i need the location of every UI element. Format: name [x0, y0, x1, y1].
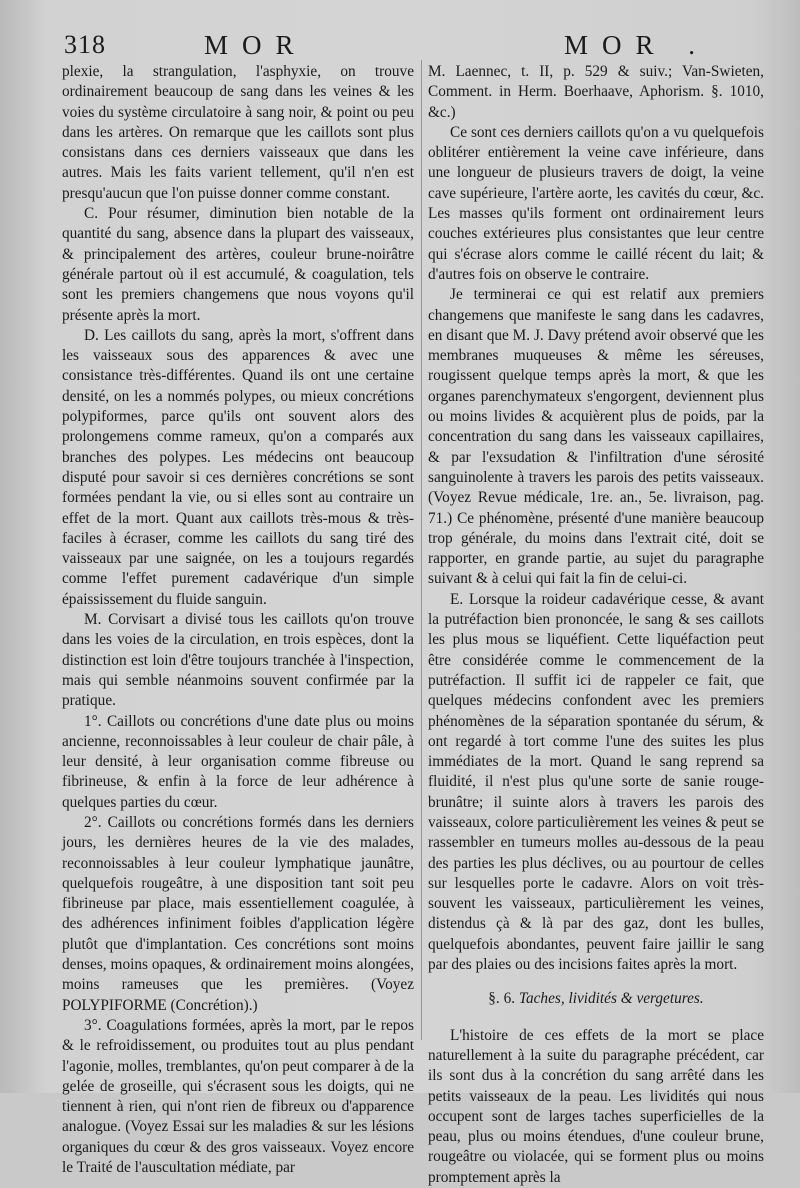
section-number: §. 6. — [488, 990, 516, 1008]
paragraph: Je terminerai ce qui est relatif aux premiers changemens que manifeste le sang dans les cadavres, en disant que M. J. Davy prétend avoir observé que les membranes muqueuses & même les séreuses, rougissent quelque temps après la mort, & que les organes parenchymateux s'engorgent, deviennent plus ou moins livides & acquièrent plus de poids, par la concentration du sang dans les vaisseaux capillaires, & par l'exsudation & l'infiltration d'une sérosité sanguinolente à travers les parois des petits vaisseaux. (Voyez Revue médicale, 1re. an., 5e. livraison, pag. 71.) Ce phénomène, présenté d'une manière beaucoup trop générale, du moins dans l'extrait cité, doit se rapporter, en grande partie, au sujet du paragraphe suivant & à celui qui fait la fin de celui-ci. — [428, 286, 764, 588]
section-heading — [428, 989, 764, 1009]
running-header — [64, 26, 760, 62]
paragraph: M. Laennec, t. II, p. 529 & suiv.; Van-Swieten, Comment. in Herm. Boerhaave, Aphorism. §. 1010, &c.) — [428, 63, 764, 121]
column-rule — [421, 60, 422, 1040]
section-title: Taches, lividités & vergetures. — [518, 990, 704, 1008]
paragraph: plexie, la strangulation, l'asphyxie, on trouve ordinairement beaucoup de sang dans les veines & les voies du système circulatoire à sang noir, & point ou peu dans les artères. On remarque que les caillots sont plus consistans dans ces derniers vaisseaux que dans les autres. Mais les faits varient tellement, qu'il n'en est presqu'aucun que l'on puisse donner comme constant. — [62, 63, 414, 202]
paragraph: M. Corvisart a divisé tous les caillots qu'on trouve dans les voies de la circulation, en trois espèces, dont la distinction est loin d'être toujours tranchée à l'inspection, mais qui semble néanmoins souvent confirmée par la pratique. — [62, 611, 414, 710]
paragraph: D. Les caillots du sang, après la mort, s'offrent dans les vaisseaux sous des apparences & avec une consistance très-différentes. Quand ils ont une certaine densité, on les a nommés polypes, ou mieux concrétions polypiformes, parce qu'ils ont souvent alors des prolongemens comme rameux, qu'on a comparés aux branches des polypes. Les médecins ont beaucoup disputé pour savoir si ces dernières concrétions se sont formées pendant la vie, ou si elles sont au contraire un effet de la mort. Quant aux caillots très-mous & très-faciles à écraser, comme les caillots du sang tiré des vaisseaux par une saignée, on les a toujours regardés comme l'effet purement cadavérique d'un simple épaississement du fluide sanguin. — [62, 326, 414, 608]
left-column — [62, 62, 414, 1178]
right-column — [428, 62, 764, 1188]
paragraph: 3°. Coagulations formées, après la mort, par le repos & le refroidissement, ou produites tout au plus pendant l'agonie, molles, tremblantes, qu'on peut comparer à de la gelée de groseille, qui s'écrasent sous les doigts, qui ne tiennent à rien, qui n'ont rien de fibreux ou d'apparence analogue. (Voyez Essai sur les maladies & sur les lésions organiques du cœur & des gros vaisseaux. Voyez encore le Traité de l'auscultation médiate, par — [62, 1016, 414, 1177]
running-title-left: MOR — [204, 30, 308, 60]
paragraph: L'histoire de ces effets de la mort se place naturellement à la suite du paragraphe précédent, car ils sont dus à la concrétion du sang arrêté dans les petits vaisseaux de la peau. Les lividités qui nous occupent sont de larges taches superficielles de la peau, plus ou moins étendues, d'une couleur brune, rougeâtre ou violacée, qui se forment plus ou moins promptement après la — [428, 1026, 764, 1186]
page-number: 318 — [64, 30, 106, 59]
paragraph: Ce sont ces derniers caillots qu'on a vu quelquefois oblitérer entièrement la veine cave inférieure, dans une longueur de plusieurs travers de doigt, la veine cave supérieure, l'artère aorte, les cavités du cœur, &c. Les masses qu'ils forment ont ordinairement leurs couches extérieures plus consistantes que leur centre qui s'écrase alors comme le caillé récent du lait; & d'autres fois on observe le contraire. — [428, 123, 764, 283]
running-title-right: MOR . — [564, 30, 710, 60]
paragraph: 2°. Caillots ou concrétions formés dans les derniers jours, les dernières heures de la vie des malades, reconnoissables à leur couleur lymphatique jaunâtre, quelquefois rougeâtre, à une disposition tant soit peu fibrineuse par place, mais essentiellement coagulée, à des adhérences infiniment foibles d'application légère plutôt que d'implantation. Ces concrétions sont moins denses, moins opaques, & ordinairement moins alongées, moins rameuses que les premières. (Voyez POLYPIFORME (Concrétion).) — [62, 813, 414, 1014]
paragraph: 1°. Caillots ou concrétions d'une date plus ou moins ancienne, reconnoissables à leur couleur de chair pâle, à leur densité, à leur organisation comme fibreuse ou fibrineuse, & enfin à la force de leur adhérence à quelques parties du cœur. — [62, 712, 414, 811]
paragraph: C. Pour résumer, diminution bien notable de la quantité du sang, absence dans la plupart des vaisseaux, & principalement des artères, couleur brune-noirâtre générale partout où il est accumulé, & coagulation, tels sont les premiers changemens que nous voyons qu'il présente après la mort. — [62, 205, 414, 324]
paragraph: E. Lorsque la roideur cadavérique cesse, & avant la putréfaction bien prononcée, le sang & ses caillots les plus mous se liquéfient. Cette liquéfaction peut être considérée comme le commencement de la putréfaction. Il suffit ici de rappeler ce fait, que quelques médecins confondent avec les premiers phénomènes de la séparation spontanée du sérum, & ont regardé à tort comme l'une des suites les plus immédiates de la mort. Quand le sang reprend sa fluidité, il n'est plus qu'une sorte de sanie rouge-brunâtre; il suinte alors à travers les parois des vaisseaux, colore particulièrement les veines & peut se rassembler en tumeurs molles au-dessous de la peau des parties les plus déclives, ou au pourtour de celles sur lesquelles porte le cadavre. Alors on voit très-souvent les vaisseaux, particulièrement les veines, distendus çà & là par des gaz, dont les bulles, quelquefois abondantes, peuvent faire jaillir le sang par des plaies ou des incisions faites après la mort. — [428, 590, 764, 974]
